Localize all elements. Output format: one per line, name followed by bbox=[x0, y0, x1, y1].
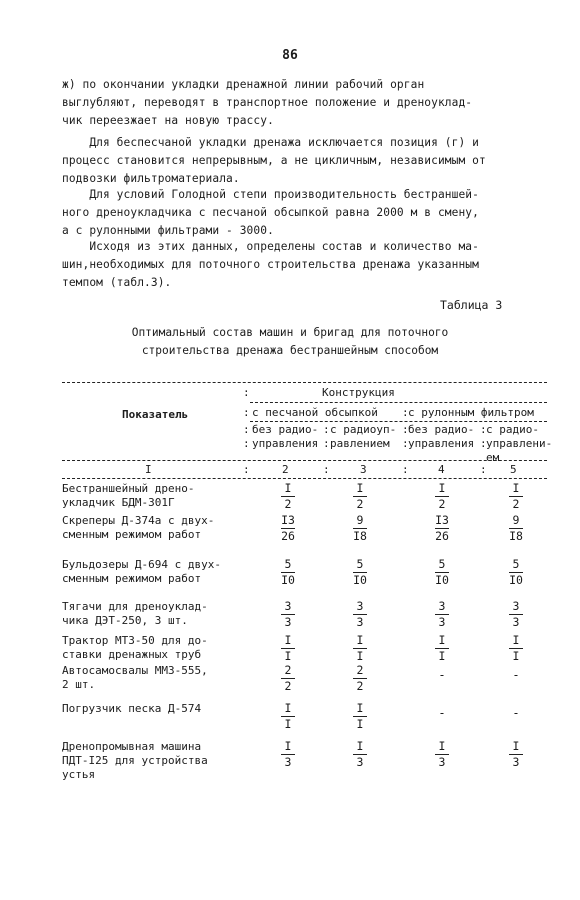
table-cell-fraction bbox=[428, 634, 456, 663]
table-cell-fraction bbox=[274, 634, 302, 663]
divider-colon: : bbox=[243, 463, 250, 476]
header-sub-4: с радио- управлени- ем bbox=[486, 423, 553, 464]
fraction-denominator: 2 bbox=[438, 497, 446, 511]
fraction-denominator: 2 bbox=[284, 679, 292, 693]
row-label: Бульдозеры Д-694 с двух- сменным режимом работ bbox=[62, 558, 221, 585]
table-cell-fraction bbox=[274, 600, 302, 629]
divider-colon: : bbox=[243, 423, 250, 436]
fraction-denominator: I0 bbox=[281, 573, 295, 587]
row-label: Дренопромывная машина ПДТ-I25 для устройства устья bbox=[62, 740, 208, 781]
table-cell-dash: - bbox=[512, 668, 520, 682]
fraction-numerator: I bbox=[353, 482, 367, 497]
col-number-2: 2 bbox=[282, 463, 289, 476]
fraction-denominator: 3 bbox=[284, 615, 292, 629]
divider-colon: : bbox=[480, 463, 487, 476]
fraction-denominator: I bbox=[356, 717, 364, 731]
fraction-denominator: I bbox=[512, 649, 520, 663]
fraction-numerator: I bbox=[353, 740, 367, 755]
table-cell-fraction bbox=[502, 558, 530, 587]
table-cell-fraction bbox=[274, 514, 302, 543]
table-cell-fraction bbox=[502, 482, 530, 511]
table-cell-fraction bbox=[274, 702, 302, 731]
fraction-denominator: I bbox=[284, 649, 292, 663]
row-label: Трактор МТЗ-50 для до- ставки дренажных труб bbox=[62, 634, 208, 661]
fraction-denominator: I bbox=[438, 649, 446, 663]
paragraph-1: ж) по окончании укладки дренажной линии рабочий орган выглубляют, переводят в транспортное положение и дреноуклад- чик переезжает на новую трассу. bbox=[62, 78, 473, 127]
header-construction: Конструкция bbox=[322, 386, 395, 399]
table-cell-fraction bbox=[428, 514, 456, 543]
header-rule bbox=[62, 460, 547, 461]
fraction-denominator: 2 bbox=[284, 497, 292, 511]
fraction-numerator: 5 bbox=[353, 558, 367, 573]
header-indicator: Показатель bbox=[122, 408, 189, 421]
divider-colon: : bbox=[323, 423, 330, 436]
table-cell-fraction bbox=[502, 740, 530, 769]
fraction-denominator: 3 bbox=[284, 755, 292, 769]
paragraph-2: Для беспесчаной укладки дренажа исключается позиция (г) и процесс становится непрерывным, а не цикличным, независимым от подвозки фильтроматериала. bbox=[62, 136, 486, 185]
fraction-numerator: I bbox=[509, 740, 523, 755]
fraction-numerator: 9 bbox=[353, 514, 367, 529]
fraction-numerator: 5 bbox=[435, 558, 449, 573]
table-cell-fraction bbox=[428, 482, 456, 511]
table-cell-fraction bbox=[274, 740, 302, 769]
fraction-numerator: 3 bbox=[353, 600, 367, 615]
fraction-numerator: I bbox=[281, 740, 295, 755]
table-cell-fraction bbox=[346, 740, 374, 769]
fraction-numerator: 5 bbox=[509, 558, 523, 573]
paragraph-4: Исходя из этих данных, определены состав и количество ма- шин,необходимых для поточного строительства дренажа указанным темпом (табл.3). bbox=[62, 240, 479, 289]
table-cell-fraction bbox=[346, 600, 374, 629]
table-cell-fraction bbox=[428, 558, 456, 587]
fraction-denominator: 3 bbox=[512, 615, 520, 629]
fraction-denominator: I bbox=[356, 649, 364, 663]
fraction-numerator: I bbox=[435, 740, 449, 755]
divider-colon: : bbox=[480, 437, 487, 450]
numbers-rule bbox=[62, 478, 547, 479]
row-label: Тягачи для дреноуклад- чика ДЭТ-250, 3 шт. bbox=[62, 600, 208, 627]
table-label: Таблица 3 bbox=[440, 298, 503, 312]
table-cell-fraction bbox=[346, 702, 374, 731]
fraction-numerator: I bbox=[509, 634, 523, 649]
fraction-numerator: I bbox=[509, 482, 523, 497]
fraction-denominator: 2 bbox=[356, 497, 364, 511]
header-group-roll: с рулонным фильтром bbox=[408, 406, 534, 419]
fraction-numerator: 5 bbox=[281, 558, 295, 573]
header-group-sand: с песчаной обсыпкой bbox=[252, 406, 378, 419]
fraction-numerator: I bbox=[353, 634, 367, 649]
col-number-4: 4 bbox=[438, 463, 445, 476]
divider-colon: : bbox=[323, 437, 330, 450]
divider-colon: : bbox=[323, 463, 330, 476]
fraction-numerator: I bbox=[435, 634, 449, 649]
row-label: Скреперы Д-374а с двух- сменным режимом работ bbox=[62, 514, 215, 541]
table-cell-dash: - bbox=[438, 706, 446, 720]
col-number-5: 5 bbox=[510, 463, 517, 476]
col-number-1: I bbox=[145, 463, 152, 476]
fraction-numerator: I bbox=[281, 634, 295, 649]
table-top-rule bbox=[62, 382, 547, 383]
row-label: Автосамосвалы ММЗ-555, 2 шт. bbox=[62, 664, 208, 691]
table-cell-fraction bbox=[274, 558, 302, 587]
fraction-denominator: 3 bbox=[356, 615, 364, 629]
fraction-denominator: 3 bbox=[438, 615, 446, 629]
fraction-numerator: I bbox=[353, 702, 367, 717]
header-sub-1: без радио- управления bbox=[252, 423, 319, 450]
fraction-denominator: I0 bbox=[509, 573, 523, 587]
divider-colon: : bbox=[243, 406, 250, 419]
fraction-numerator: 2 bbox=[281, 664, 295, 679]
table-cell-fraction bbox=[346, 514, 374, 543]
fraction-denominator: I bbox=[284, 717, 292, 731]
construction-rule bbox=[250, 402, 547, 403]
fraction-denominator: 2 bbox=[512, 497, 520, 511]
table-cell-fraction bbox=[502, 600, 530, 629]
fraction-denominator: 3 bbox=[356, 755, 364, 769]
page-number: 86 bbox=[282, 48, 298, 63]
fraction-numerator: 3 bbox=[435, 600, 449, 615]
table-cell-fraction bbox=[502, 514, 530, 543]
table-cell-fraction bbox=[346, 558, 374, 587]
divider-colon: : bbox=[402, 463, 409, 476]
divider-colon: : bbox=[243, 437, 250, 450]
fraction-numerator: 3 bbox=[281, 600, 295, 615]
table-cell-fraction bbox=[502, 634, 530, 663]
header-sub-3: без радио- управления bbox=[408, 423, 475, 450]
table-cell-dash: - bbox=[438, 668, 446, 682]
table-cell-fraction bbox=[346, 664, 374, 693]
fraction-denominator: 2 bbox=[356, 679, 364, 693]
table-cell-fraction bbox=[274, 482, 302, 511]
table-cell-dash: - bbox=[512, 706, 520, 720]
col-number-3: 3 bbox=[360, 463, 367, 476]
row-label: Погрузчик песка Д-574 bbox=[62, 702, 202, 715]
table-cell-fraction bbox=[274, 664, 302, 693]
fraction-denominator: 26 bbox=[435, 529, 449, 543]
divider-colon: : bbox=[402, 406, 409, 419]
fraction-numerator: 9 bbox=[509, 514, 523, 529]
fraction-denominator: 3 bbox=[438, 755, 446, 769]
fraction-numerator: 2 bbox=[353, 664, 367, 679]
divider-colon: : bbox=[243, 386, 250, 399]
fraction-denominator: 3 bbox=[512, 755, 520, 769]
divider-colon: : bbox=[402, 423, 409, 436]
fraction-numerator: I bbox=[281, 702, 295, 717]
divider-colon: : bbox=[402, 437, 409, 450]
table-cell-fraction bbox=[428, 740, 456, 769]
row-label: Бестраншейный дрено- укладчик БДМ-301Г bbox=[62, 482, 195, 509]
fraction-numerator: I3 bbox=[281, 513, 295, 527]
table-cell-fraction bbox=[428, 600, 456, 629]
divider-colon: : bbox=[480, 423, 487, 436]
table-cell-fraction bbox=[346, 482, 374, 511]
table-cell-fraction bbox=[346, 634, 374, 663]
fraction-denominator: I0 bbox=[353, 573, 367, 587]
fraction-denominator: I8 bbox=[509, 529, 523, 543]
fraction-numerator: I3 bbox=[435, 513, 449, 527]
fraction-numerator: 3 bbox=[509, 600, 523, 615]
paragraph-3: Для условий Голодной степи производительность бестраншей- ного дреноукладчика с песчаной обсыпкой равна 2000 м в смену, а с рулонными фильтрами - 3000. bbox=[62, 188, 479, 237]
fraction-numerator: I bbox=[435, 482, 449, 497]
group-rule bbox=[250, 421, 547, 422]
fraction-numerator: I bbox=[281, 482, 295, 497]
table-caption: Оптимальный состав машин и бригад для поточного строительства дренажа бестраншейным способом bbox=[131, 326, 449, 357]
header-sub-2: с радиоуп- равлением bbox=[330, 423, 397, 450]
fraction-denominator: 26 bbox=[281, 529, 295, 543]
fraction-denominator: I8 bbox=[353, 529, 367, 543]
fraction-denominator: I0 bbox=[435, 573, 449, 587]
